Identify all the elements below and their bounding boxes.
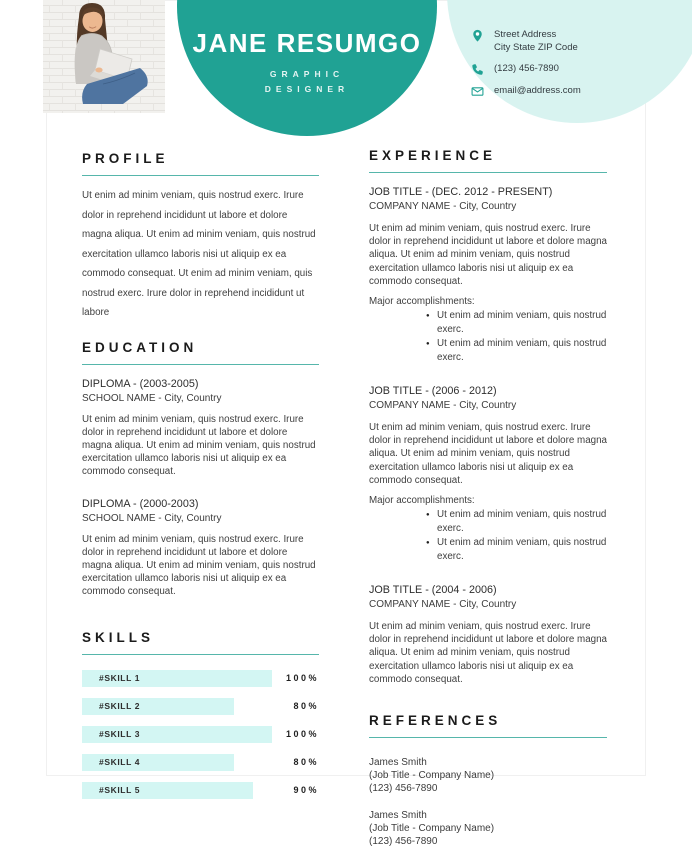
phone-text: (123) 456-7890 <box>494 63 559 74</box>
candidate-title-line1: GRAPHIC <box>269 69 345 79</box>
skill-bar-track <box>82 754 272 771</box>
job-company: COMPANY NAME - City, Country <box>369 400 517 412</box>
skill-percent: 100% <box>285 673 319 684</box>
skill-row <box>82 726 319 743</box>
skill-bar-track <box>82 670 272 687</box>
address-line1: Street Address <box>494 29 557 40</box>
experience-section-title: EXPERIENCE <box>369 148 607 173</box>
job-title: JOB TITLE - (2004 - 2006) <box>369 584 497 597</box>
reference-role: (Job Title - Company Name) <box>369 823 495 835</box>
skill-label: #SKILL 2 <box>99 701 141 712</box>
job-title: JOB TITLE - (2006 - 2012) <box>369 385 497 398</box>
education-item <box>82 378 319 479</box>
left-column <box>82 151 319 810</box>
skill-row <box>82 698 319 715</box>
accomplishments-label: Major accomplishments: <box>369 495 475 507</box>
candidate-name: JANE RESUMGO <box>192 28 422 58</box>
contact-email <box>471 85 581 98</box>
accomplishments-list <box>426 309 607 365</box>
contact-phone <box>471 63 581 76</box>
candidate-title-line2: DESIGNER <box>264 84 350 94</box>
skill-percent: 100% <box>285 729 319 740</box>
skill-row <box>82 670 319 687</box>
education-description: Ut enim ad minim veniam, quis nostrud exerc. Irure dolor in reprehend incididunt ut labore et dolore magna aliqua. Ut enim ad minim veniam, quis nostrud exercitation ullamco laboris nisi ut aliquip ex ea commodo consequat. <box>82 413 316 478</box>
experience-item <box>369 385 607 564</box>
accomplishments-label: Major accomplishments: <box>369 296 475 308</box>
profile-section-title: PROFILE <box>82 151 319 176</box>
right-column <box>369 148 607 848</box>
education-degree: DIPLOMA - (2000-2003) <box>82 497 199 510</box>
skill-percent: 90% <box>293 785 319 796</box>
skills-section-title: SKILLS <box>82 630 319 655</box>
reference-item <box>369 756 607 795</box>
accomplishment-item: ● Ut enim ad minim veniam, quis nostrud exerc. <box>426 309 607 337</box>
skill-label: #SKILL 1 <box>99 673 141 684</box>
skill-label: #SKILL 5 <box>99 785 141 796</box>
envelope-icon <box>471 85 484 98</box>
job-description: Ut enim ad minim veniam, quis nostrud exerc. Irure dolor in reprehend incididunt ut labore et dolore magna aliqua. Ut enim ad minim veniam, quis nostrud exercitation ullamco laboris nisi ut aliquip ex ea commodo consequat. <box>369 621 608 685</box>
location-pin-icon <box>471 29 484 42</box>
skill-bar <box>82 754 234 771</box>
reference-role: (Job Title - Company Name) <box>369 770 495 782</box>
education-description: Ut enim ad minim veniam, quis nostrud exerc. Irure dolor in reprehend incididunt ut labore et dolore magna aliqua. Ut enim ad minim veniam, quis nostrud exercitation ullamco laboris nisi ut aliquip ex ea commodo consequat. <box>82 533 316 598</box>
header-name-block <box>177 28 437 97</box>
experience-item <box>369 584 607 686</box>
skill-bar <box>82 782 253 799</box>
email-text: email@address.com <box>494 85 581 96</box>
reference-name: James Smith <box>369 810 427 822</box>
references-section-title: REFERENCES <box>369 713 607 738</box>
experience-item <box>369 186 607 365</box>
contact-address <box>471 29 581 54</box>
job-company: COMPANY NAME - City, Country <box>369 201 517 212</box>
skill-bar <box>82 698 234 715</box>
education-item <box>82 498 319 599</box>
skill-bar-track <box>82 698 272 715</box>
education-section-title: EDUCATION <box>82 340 319 365</box>
job-title: JOB TITLE - (DEC. 2012 - PRESENT) <box>369 186 553 198</box>
skill-row <box>82 782 319 799</box>
skill-bar <box>82 670 272 687</box>
job-company: COMPANY NAME - City, Country <box>369 599 517 611</box>
skill-bar-track <box>82 782 272 799</box>
accomplishments-list <box>426 508 607 564</box>
reference-phone: (123) 456-7890 <box>369 783 438 795</box>
contact-block <box>471 29 581 107</box>
address-text <box>494 29 578 54</box>
skills-list <box>82 670 319 799</box>
skill-row <box>82 754 319 771</box>
skill-bar-track <box>82 726 272 743</box>
candidate-title <box>177 67 437 97</box>
accomplishment-item: ● Ut enim ad minim veniam, quis nostrud exerc. <box>426 337 607 365</box>
skill-percent: 80% <box>293 701 319 712</box>
reference-phone: (123) 456-7890 <box>369 836 438 848</box>
profile-photo-illustration <box>43 0 165 113</box>
phone-icon <box>471 63 484 76</box>
profile-photo <box>43 0 165 113</box>
job-description: Ut enim ad minim veniam, quis nostrud exerc. Irure dolor in reprehend incididunt ut labore et dolore magna aliqua. Ut enim ad minim veniam, quis nostrud exercitation ullamco laboris nisi ut aliquip ex ea commodo consequat. <box>369 422 608 486</box>
skill-label: #SKILL 3 <box>99 729 141 740</box>
skill-percent: 80% <box>293 757 319 768</box>
profile-text: Ut enim ad minim veniam, quis nostrud exerc. Irure dolor in reprehend incididunt ut labore et dolore magna aliqua. Ut enim ad minim veniam, quis nostrud exercitation ullamco laboris nisi ut aliquip ex ea commodo consequat. Ut enim ad minim veniam, quis nostrud exerc. Irure dolor in reprehend incididunt ut labore <box>82 190 316 318</box>
accomplishment-item: ● Ut enim ad minim veniam, quis nostrud exerc. <box>426 536 607 564</box>
resume-page <box>46 0 646 848</box>
job-description: Ut enim ad minim veniam, quis nostrud exerc. Irure dolor in reprehend incididunt ut labore et dolore magna aliqua. Ut enim ad minim veniam, quis nostrud exercitation ullamco laboris nisi ut aliquip ex ea commodo consequat. <box>369 223 608 287</box>
reference-name: James Smith <box>369 757 427 769</box>
skill-bar <box>82 726 272 743</box>
education-degree: DIPLOMA - (2003-2005) <box>82 377 199 390</box>
education-school: SCHOOL NAME - City, Country <box>82 512 222 524</box>
education-school: SCHOOL NAME - City, Country <box>82 392 222 404</box>
address-line2: City State ZIP Code <box>494 41 578 53</box>
accomplishment-item: ● Ut enim ad minim veniam, quis nostrud exerc. <box>426 508 607 536</box>
skill-label: #SKILL 4 <box>99 757 141 768</box>
reference-item <box>369 809 607 848</box>
